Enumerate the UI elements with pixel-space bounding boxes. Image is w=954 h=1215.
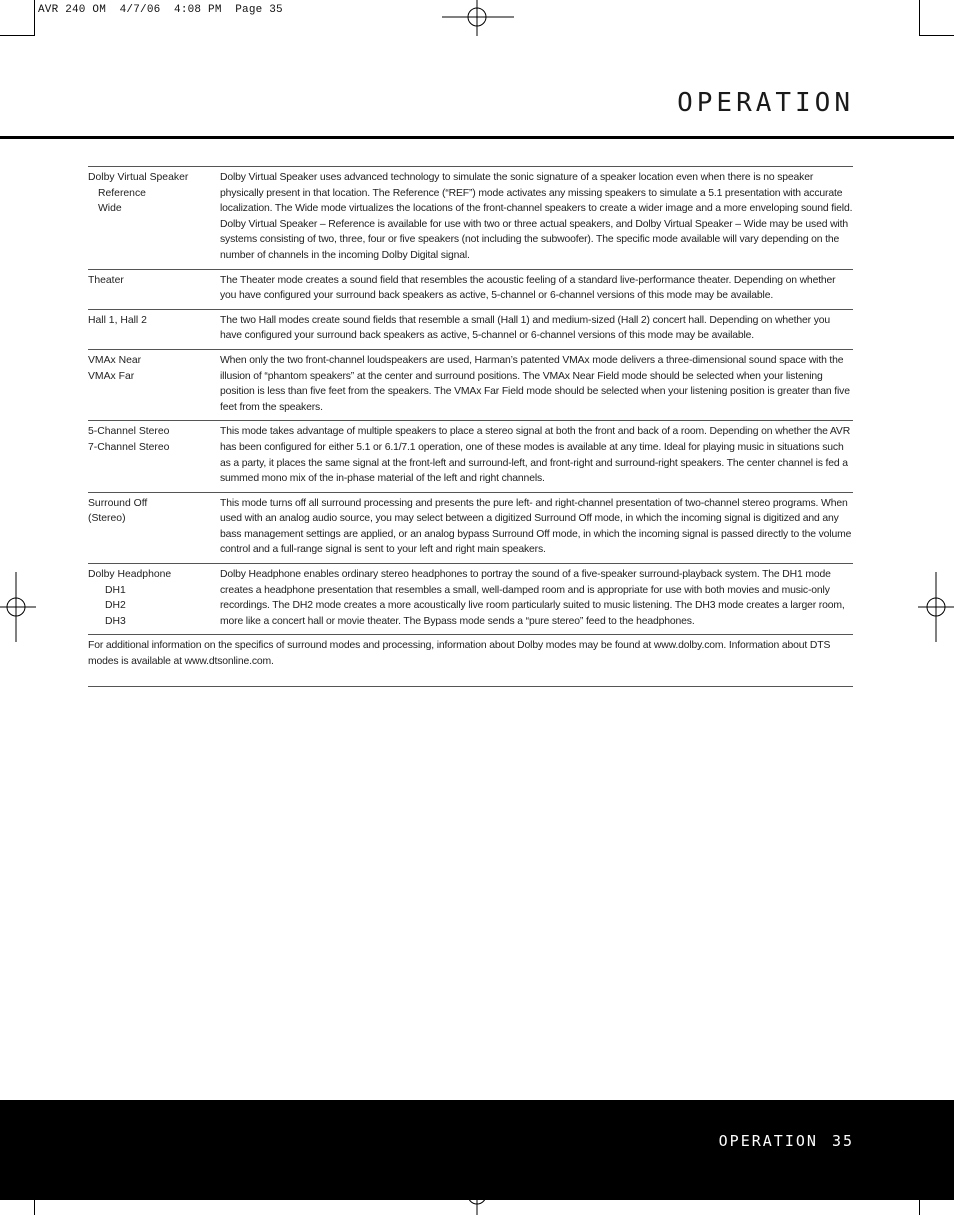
mode-description: When only the two front-channel loudspeakers are used, Harman’s patented VMAx mode delivers a three-dimensional sound space with the illusion of “phantom speakers” at the center and surround positions. The VMAx Near Field mode should be selected when your listening position is less than five feet from the speakers. The VMAx Far Field mode should be selected when your listening position is greater than five feet from the speakers. bbox=[220, 354, 850, 413]
crop-mark-top-left-h bbox=[0, 35, 35, 36]
mode-variant: Wide bbox=[98, 203, 122, 215]
surround-modes-table bbox=[88, 166, 853, 687]
mode-variant: Reference bbox=[98, 187, 146, 199]
mode-name-cell bbox=[88, 496, 220, 558]
mode-name-cell bbox=[88, 313, 220, 344]
mode-name: VMAx Near bbox=[88, 354, 142, 366]
mode-variant: DH3 bbox=[105, 615, 126, 627]
mode-name-cell bbox=[88, 353, 220, 415]
footer-section-label: OPERATION bbox=[718, 1132, 818, 1150]
mode-name-cell bbox=[88, 170, 220, 264]
mode-name-cell bbox=[88, 424, 220, 486]
table-row bbox=[88, 166, 853, 269]
crop-mark-top-right-h bbox=[919, 35, 954, 36]
table-row bbox=[88, 563, 853, 634]
mode-description: This mode takes advantage of multiple speakers to place a stereo signal at both the front and back of a room. Depending on whether the AVR has been configured for either 5.1 or 6.1/7.1 operation, one of these modes is available at any time. Ideal for playing music in situations such as a party, it places the same signal at the front-left and surround-left, and front-right and surround-right speakers. The center channel is fed a summed mono mix of the in-phase material of the left and right channels. bbox=[220, 426, 851, 485]
mode-description: This mode turns off all surround processing and presents the pure left- and right-channel presentation of two-channel stereo programs. When used with an analog audio source, you may select between a digitized Surround Off mode, in which the incoming signal is digitized and any bass management settings are applied, or an analog bypass Surround Off mode, in which the incoming signal is passed directly to the volume control and a full-range signal is sent to your left and right main speakers. bbox=[220, 497, 852, 556]
table-row bbox=[88, 420, 853, 491]
registration-mark-right-icon bbox=[918, 572, 954, 642]
registration-mark-left-icon bbox=[0, 572, 36, 642]
mode-variant: DH1 bbox=[105, 584, 126, 596]
table-bottom-rule bbox=[88, 686, 853, 687]
mode-name: Theater bbox=[88, 274, 124, 286]
registration-mark-top-icon bbox=[442, 0, 514, 36]
table-row bbox=[88, 492, 853, 563]
mode-name: (Stereo) bbox=[88, 513, 126, 525]
mode-description: The two Hall modes create sound fields that resemble a small (Hall 1) and medium-sized (Hall 2) concert hall. Depending on whether you have configured your surround back speakers as active, 5-channel or 6-channel versions of this mode may be available. bbox=[220, 314, 830, 342]
page-title: OPERATION bbox=[677, 88, 854, 118]
mode-variant: DH2 bbox=[105, 600, 126, 612]
table-row bbox=[88, 269, 853, 309]
mode-name: 7-Channel Stereo bbox=[88, 441, 170, 453]
header-rule bbox=[0, 136, 954, 139]
mode-description: The Theater mode creates a sound field that resembles the acoustic feeling of a standard live-performance theater. Depending on whether you have configured your surround back speakers as active, 5-channel or 6-channel versions of this mode may be available. bbox=[220, 274, 836, 302]
mode-description: Dolby Headphone enables ordinary stereo headphones to portray the sound of a five-speaker surround-playback system. The DH1 mode creates a headphone presentation that resembles a small, well-damped room and is appropriate for use with both movies and music-only recordings. The DH2 mode creates a more acoustically live room particularly suited to music listening. The DH3 mode creates a larger room, more like a concert hall or movie theater. The Bypass mode sends a “pure stereo” feed to the headphones. bbox=[220, 569, 845, 627]
footnote: For additional information on the specifics of surround modes and processing, information about Dolby modes may be found at www.dolby.com. Information about DTS modes is available at www.dtsonline.com. bbox=[88, 634, 853, 685]
crop-mark-top-right-v bbox=[919, 0, 920, 36]
print-slug-line: AVR 240 OM 4/7/06 4:08 PM Page 35 bbox=[38, 4, 283, 16]
mode-name: Hall 1, Hall 2 bbox=[88, 314, 147, 326]
table-row bbox=[88, 349, 853, 420]
mode-name: VMAx Far bbox=[88, 370, 135, 382]
mode-name: Dolby Headphone bbox=[88, 569, 172, 581]
mode-name: Surround Off bbox=[88, 497, 148, 509]
mode-name-cell bbox=[88, 567, 220, 629]
page-number: 35 bbox=[831, 1132, 854, 1150]
footer-band bbox=[0, 1100, 954, 1200]
crop-mark-top-left-v bbox=[34, 0, 35, 36]
mode-name: Dolby Virtual Speaker bbox=[88, 172, 189, 183]
mode-name: 5-Channel Stereo bbox=[88, 426, 170, 438]
mode-name-cell bbox=[88, 273, 220, 304]
mode-description: Dolby Virtual Speaker uses advanced technology to simulate the sonic signature of a speaker location even when there is no speaker physically present in that location. The Reference (“REF”) mode activates any missing speakers to simulate a 5.1 presentation with accurate localization. The Wide mode virtualizes the locations of the front-channel speakers to create a wider image and a more enveloping sound field. Dolby Virtual Speaker – Reference is available for use with two or three actual speakers, and Dolby Virtual Speaker – Wide may be used with systems consisting of two, three, four or five speakers (not including the subwoofer). The specific mode available will vary depending on the number of channels in the incoming Dolby Digital signal. bbox=[220, 172, 853, 261]
footer-label bbox=[719, 1132, 854, 1150]
table-row bbox=[88, 309, 853, 349]
